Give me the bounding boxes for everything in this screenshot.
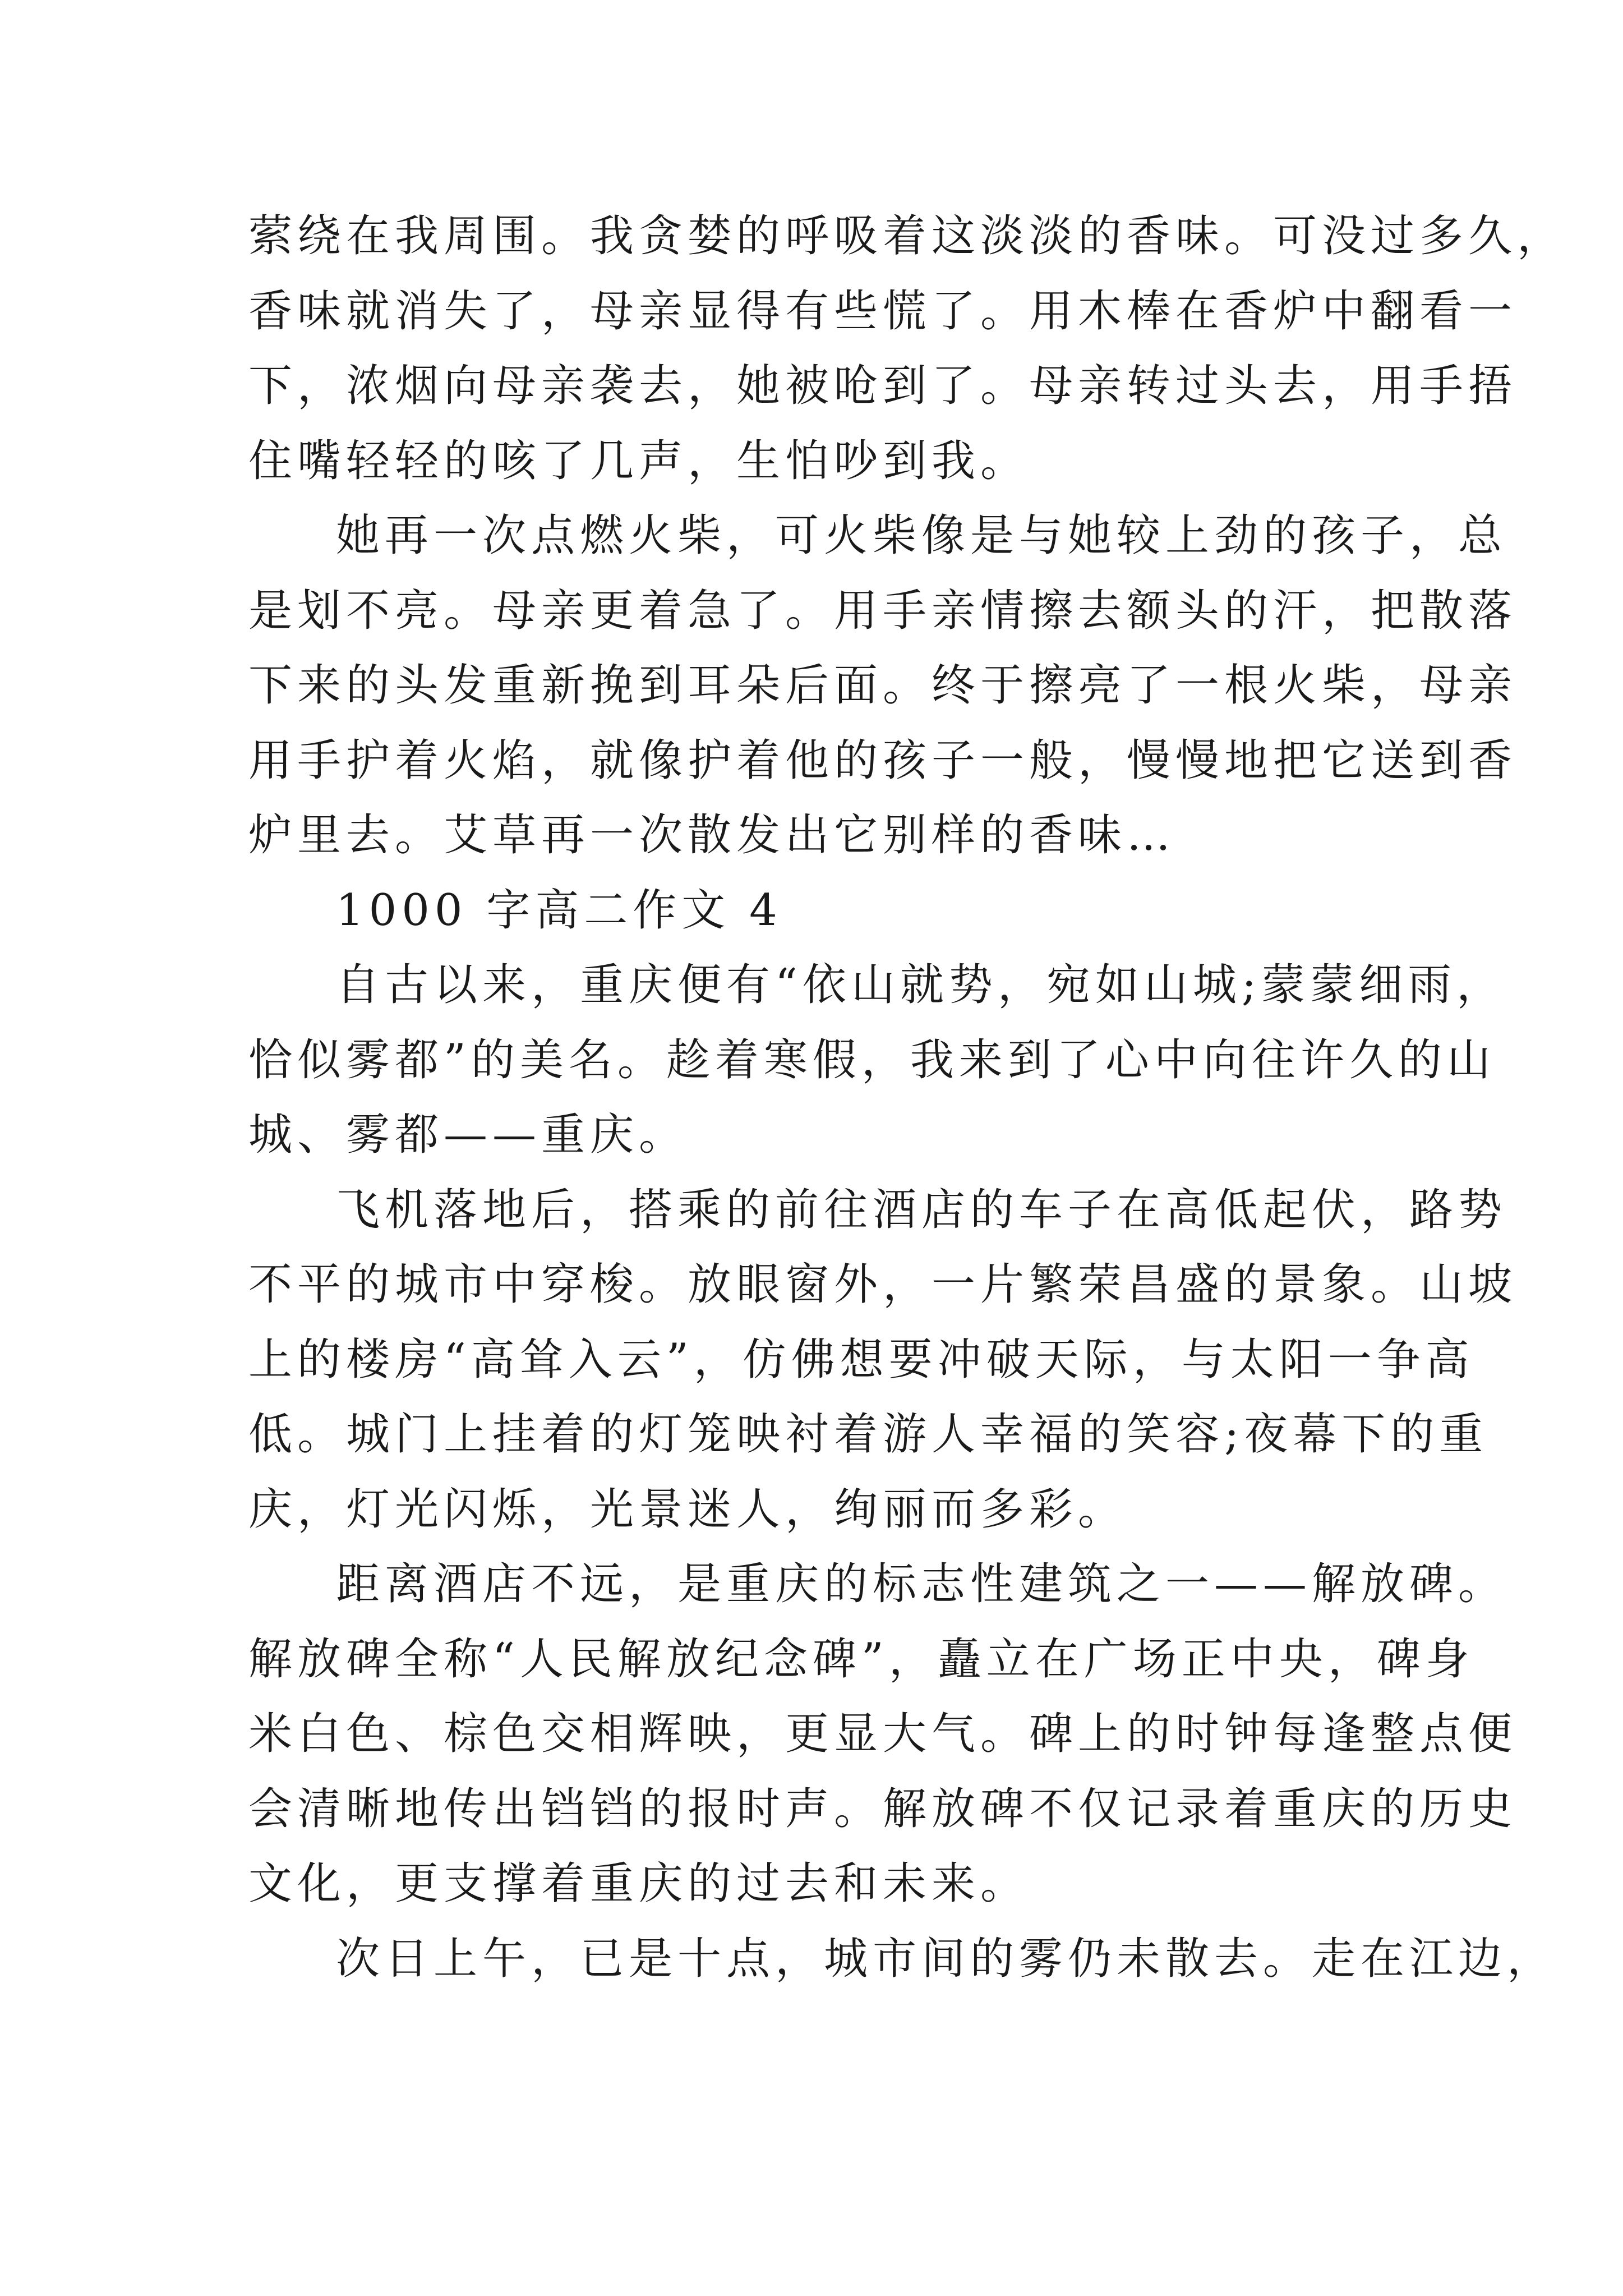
- text-line: 次日上午，已是十点，城市间的雾仍未散去。走在江边，: [336, 1933, 1556, 1984]
- paragraph-1: [248, 199, 1566, 499]
- text-line: 恰似雾都”的美名。趁着寒假，我来到了心中向往许久的山: [248, 1034, 1496, 1085]
- text-line: 下，浓烟向母亲袭去，她被呛到了。母亲转过头去，用手捂: [248, 361, 1518, 411]
- document-body: [248, 199, 1566, 1996]
- text-line: 是划不亮。母亲更着急了。用手亲情擦去额头的汗，把散落: [248, 585, 1518, 636]
- text-line: 庆，灯光闪烁，光景迷人，绚丽而多彩。: [248, 1484, 1127, 1535]
- text-line: 上的楼房“高耸入云”，仿佛想要冲破天际，与太阳一争高: [248, 1334, 1474, 1385]
- text-line: 下来的头发重新挽到耳朵后面。终于擦亮了一根火柴，母亲: [248, 660, 1518, 711]
- paragraph-5: [248, 1547, 1518, 1922]
- paragraph-4: [248, 1173, 1518, 1548]
- text-line: 她再一次点燃火柴，可火柴像是与她较上劲的孩子，总: [336, 510, 1507, 561]
- text-line: 城、雾都——重庆。: [248, 1110, 688, 1160]
- text-line: 米白色、棕色交相辉映，更显大气。碑上的时钟每逢整点便: [248, 1709, 1518, 1759]
- text-line: 解放碑全称“人民解放纪念碑”，矗立在广场正中央，碑身: [248, 1634, 1474, 1685]
- text-line: 萦绕在我周围。我贪婪的呼吸着这淡淡的香味。可没过多久，: [248, 211, 1566, 261]
- section-heading: [248, 873, 1398, 949]
- text-line: 不平的城市中穿梭。放眼窗外，一片繁荣昌盛的景象。山坡: [248, 1259, 1518, 1310]
- text-line: 炉里去。艾草再一次散发出它别样的香味…: [248, 810, 1176, 861]
- paragraph-6: [248, 1922, 1556, 1997]
- text-line: 文化，更支撑着重庆的过去和未来。: [248, 1858, 1030, 1909]
- paragraph-3: [248, 948, 1506, 1173]
- text-line: 飞机落地后，搭乘的前往酒店的车子在高低起伏，路势: [336, 1184, 1507, 1235]
- text-line: 会清晰地传出铛铛的报时声。解放碑不仅记录着重庆的历史: [248, 1783, 1518, 1834]
- paragraph-2: [248, 499, 1518, 873]
- text-line: 自古以来，重庆便有“依山就势，宛如山城;蒙蒙细雨，: [336, 960, 1506, 1010]
- text-line: 香味就消失了，母亲显得有些慌了。用木棒在香炉中翻看一: [248, 286, 1518, 337]
- text-line: 住嘴轻轻的咳了几声，生怕吵到我。: [248, 435, 1030, 486]
- text-line: 低。城门上挂着的灯笼映衬着游人幸福的笑容;夜幕下的重: [248, 1409, 1488, 1460]
- text-line: 用手护着火焰，就像护着他的孩子一般，慢慢地把它送到香: [248, 735, 1518, 786]
- text-line: 距离酒店不远，是重庆的标志性建筑之一——解放碑。: [336, 1559, 1507, 1609]
- heading-text: 1000 字高二作文 4: [336, 885, 782, 936]
